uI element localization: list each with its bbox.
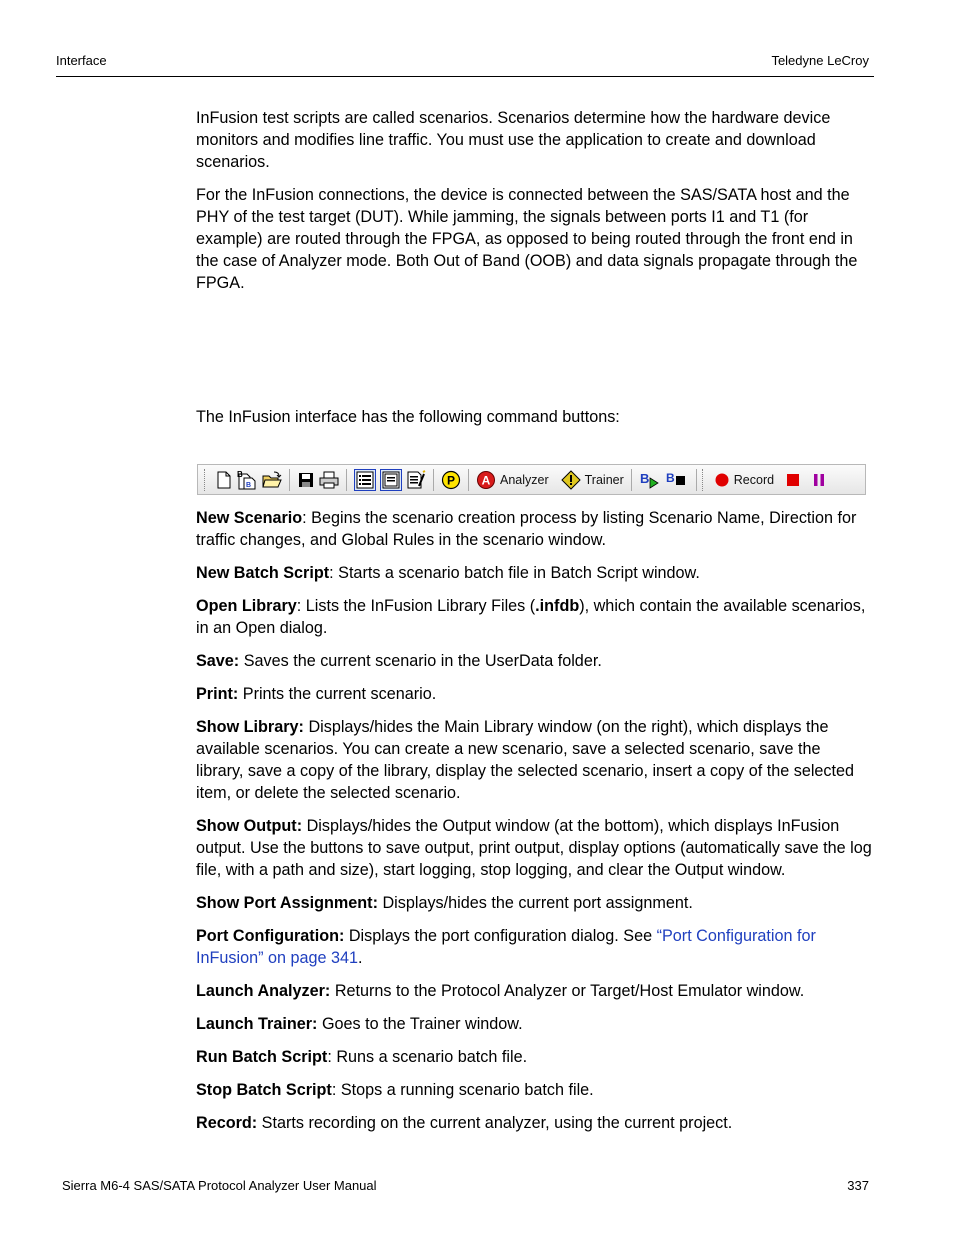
pause-icon [812,473,826,487]
toolbar-separator [433,469,434,491]
port-config-icon [441,470,461,490]
new-scenario-button[interactable] [216,468,232,492]
stop-square-icon [786,473,800,487]
printer-icon [319,471,339,489]
running-header-left: Interface [56,53,107,68]
trainer-label: Trainer [584,472,624,487]
print-button[interactable] [319,468,339,492]
output-window-icon [380,469,402,491]
stop-batch-script-button[interactable] [665,468,689,492]
new-file-icon [216,471,232,489]
toolbar-grip[interactable] [702,469,706,491]
definition-show-library: Show Library: Displays/hides the Main Library window (on the right), which displays the available scenarios. You can create a new scenario, save a selected scenario, save the library, save a copy of the library, display the selected scenario, insert a copy of the selected item, or delete the selected scenario. [196,718,855,802]
record-dot-icon [714,472,730,488]
definition-show-port-assignment: Show Port Assignment: Displays/hides the current port assignment. [196,894,693,912]
infusion-toolbar [197,464,866,495]
buttons-intro [196,406,872,428]
new-batch-script-button[interactable] [236,468,258,492]
footer-manual-title: Sierra M6-4 SAS/SATA Protocol Analyzer User Manual [62,1178,377,1193]
button-definitions [196,507,872,1145]
launch-analyzer-button[interactable] [476,468,549,492]
definition-run-batch-script: Run Batch Script: Runs a scenario batch file. [196,1048,528,1066]
toolbar-separator [346,469,347,491]
open-library-button[interactable] [262,468,282,492]
show-output-button[interactable] [380,468,402,492]
definition-launch-trainer: Launch Trainer: Goes to the Trainer window. [196,1015,523,1033]
stop-record-button[interactable] [786,468,800,492]
analyzer-icon [476,470,496,490]
intro-section [196,107,872,305]
intro-paragraph-2: For the InFusion connections, the device is connected between the SAS/SATA host and the PHY of the test target (DUT). While jamming, the signals between ports I1 and T1 (for example) are routed through the FPGA, as opposed to being routed through the front end in the case of Analyzer mode. Both Out of Band (OOB) and data signals propagate through the FPGA. [196,186,858,292]
definition-launch-analyzer: Launch Analyzer: Returns to the Protocol Analyzer or Target/Host Emulator window. [196,982,805,1000]
buttons-intro-text: The InFusion interface has the following command buttons: [196,408,620,426]
launch-trainer-button[interactable] [561,468,624,492]
port-assignment-icon [406,470,426,490]
toolbar-separator [696,469,697,491]
definition-record: Record: Starts recording on the current analyzer, using the current project. [196,1114,733,1132]
analyzer-letter: A [481,473,491,487]
new-batch-icon [236,470,258,490]
definition-print: Print: Prints the current scenario. [196,685,437,703]
definition-stop-batch-script: Stop Batch Script: Stops a running scenario batch file. [196,1081,594,1099]
record-button[interactable] [714,468,774,492]
library-window-icon [354,469,376,491]
definition-show-output: Show Output: Displays/hides the Output window (at the bottom), which displays InFusion output. Use the buttons to save output, print output, display options (automatically save the log file, with a path and size), start logging, stop logging, and clear the Output window. [196,817,872,879]
open-folder-icon [262,471,282,489]
port-configuration-button[interactable] [441,468,461,492]
show-port-assignment-button[interactable] [406,468,426,492]
svg-text:B: B [246,481,252,489]
svg-text:B: B [237,469,243,479]
definition-new-batch-script: New Batch Script: Starts a scenario batch file in Batch Script window. [196,564,700,582]
save-disk-icon [297,471,315,489]
definition-save: Save: Saves the current scenario in the UserData folder. [196,652,602,670]
run-batch-script-button[interactable] [639,468,661,492]
analyzer-label: Analyzer [500,472,549,487]
definition-open-library: Open Library: Lists the InFusion Library Files (.infdb), which contain the available scenarios, in an Open dialog. [196,597,866,637]
port-config-letter: P [446,473,456,487]
save-button[interactable] [297,468,315,492]
definition-port-configuration: Port Configuration: Displays the port configuration dialog. See “Port Configuration for InFusion” on page 341. [196,927,816,967]
running-header-right: Teledyne LeCroy [771,53,869,68]
run-batch-icon [639,470,661,490]
record-label: Record [733,472,775,487]
show-library-button[interactable] [354,468,376,492]
definition-new-scenario: New Scenario: Begins the scenario creation process by listing Scenario Name, Direction for traffic changes, and Global Rules in the scenario window. [196,509,857,549]
port-configuration-link[interactable]: “Port Configuration for InFusion” on page 341 [196,927,816,967]
header-rule [56,76,874,77]
stop-batch-letter: B [665,470,675,485]
toolbar-grip[interactable] [204,469,208,491]
pause-record-button[interactable] [812,468,826,492]
toolbar-separator [631,469,632,491]
trainer-diamond-icon [561,470,581,490]
footer-page-number: 337 [847,1178,869,1193]
intro-paragraph-1: InFusion test scripts are called scenarios. Scenarios determine how the hardware device monitors and modifies line traffic. You must use the application to create and download scenarios. [196,109,831,171]
stop-batch-icon [665,470,689,490]
toolbar-separator [468,469,469,491]
run-batch-letter: B [639,470,650,486]
toolbar-separator [289,469,290,491]
